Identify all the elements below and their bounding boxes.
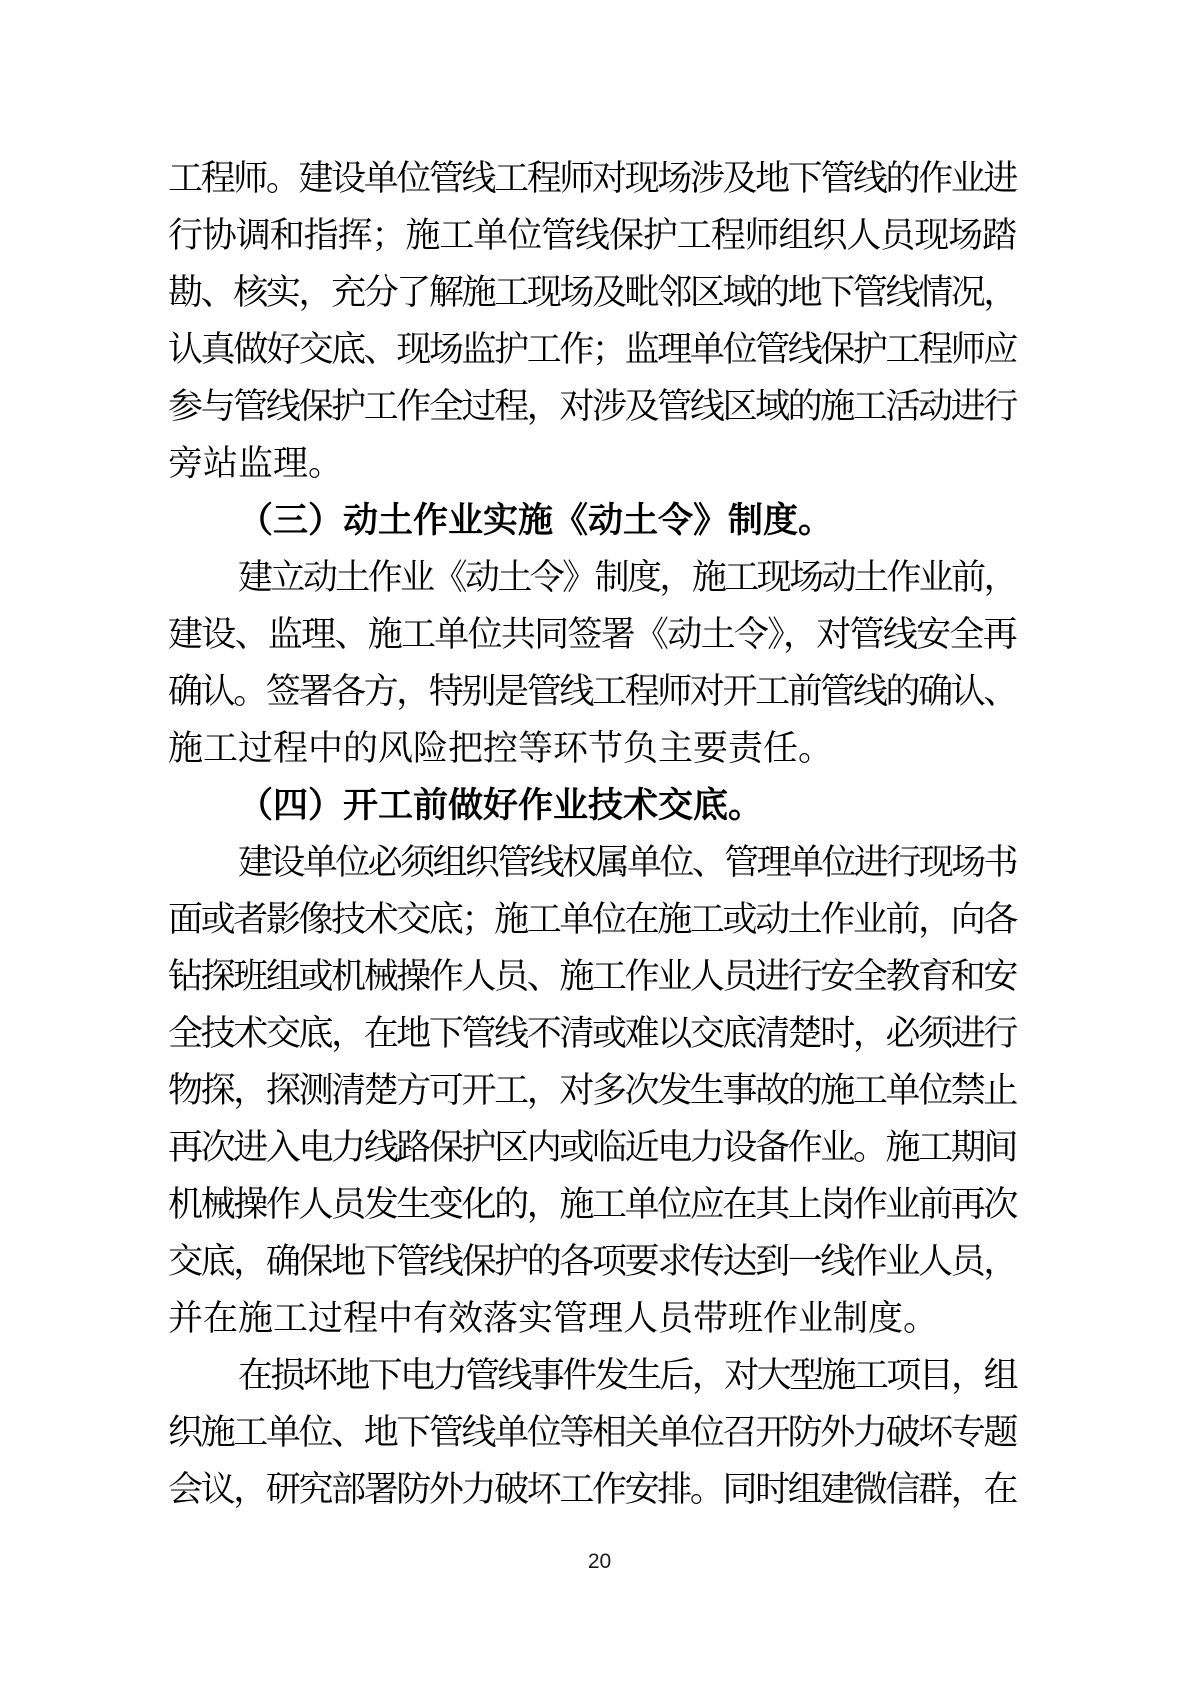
text-line: 会议，研究部署防外力破坏工作安排。同时组建微信群，在 [168, 1470, 1016, 1509]
text-line: 全技术交底，在地下管线不清或难以交底清楚时，必须进行 [168, 1014, 1016, 1053]
text-line: 机械操作人员发生变化的，施工单位应在其上岗作业前再次 [168, 1185, 1016, 1224]
text-line: 参与管线保护工作全过程，对涉及管线区域的施工活动进行 [168, 387, 1016, 426]
text-line: 交底，确保地下管线保护的各项要求传达到一线作业人员， [168, 1242, 1016, 1281]
text-line: 确认。签署各方，特别是管线工程师对开工前管线的确认、 [168, 672, 1016, 711]
text-line: 建设单位必须组织管线权属单位、管理单位进行现场书 [238, 843, 1016, 882]
text-line: 勘、核实，充分了解施工现场及毗邻区域的地下管线情况， [168, 273, 1016, 312]
text-line: 建设、监理、施工单位共同签署《动土令》，对管线安全再 [168, 615, 1016, 654]
text-line: 在损坏地下电力管线事件发生后，对大型施工项目，组 [238, 1356, 1016, 1395]
text-line: 工程师。建设单位管线工程师对现场涉及地下管线的作业进 [168, 159, 1016, 198]
page-number: 20 [587, 1550, 612, 1573]
section-heading: （四）开工前做好作业技术交底。 [238, 786, 764, 825]
text-line: 建立动土作业《动土令》制度，施工现场动土作业前， [238, 558, 1016, 597]
text-line: 物探，探测清楚方可开工，对多次发生事故的施工单位禁止 [168, 1071, 1016, 1110]
section-heading: （三）动土作业实施《动土令》制度。 [238, 501, 834, 540]
text-line: 认真做好交底、现场监护工作；监理单位管线保护工程师应 [168, 330, 1016, 369]
text-line: 织施工单位、地下管线单位等相关单位召开防外力破坏专题 [168, 1413, 1016, 1452]
text-line: 钻探班组或机械操作人员、施工作业人员进行安全教育和安 [168, 957, 1016, 996]
text-line: 行协调和指挥；施工单位管线保护工程师组织人员现场踏 [168, 216, 1016, 255]
text-line: 施工过程中的风险把控等环节负主要责任。 [168, 729, 834, 768]
text-line: 再次进入电力线路保护区内或临近电力设备作业。施工期间 [168, 1128, 1016, 1167]
document-lines [168, 150, 1016, 1518]
text-line: 旁站监理。 [168, 444, 344, 483]
text-line: 并在施工过程中有效落实管理人员带班作业制度。 [168, 1299, 939, 1338]
text-line: 面或者影像技术交底；施工单位在施工或动土作业前，向各 [168, 900, 1016, 939]
